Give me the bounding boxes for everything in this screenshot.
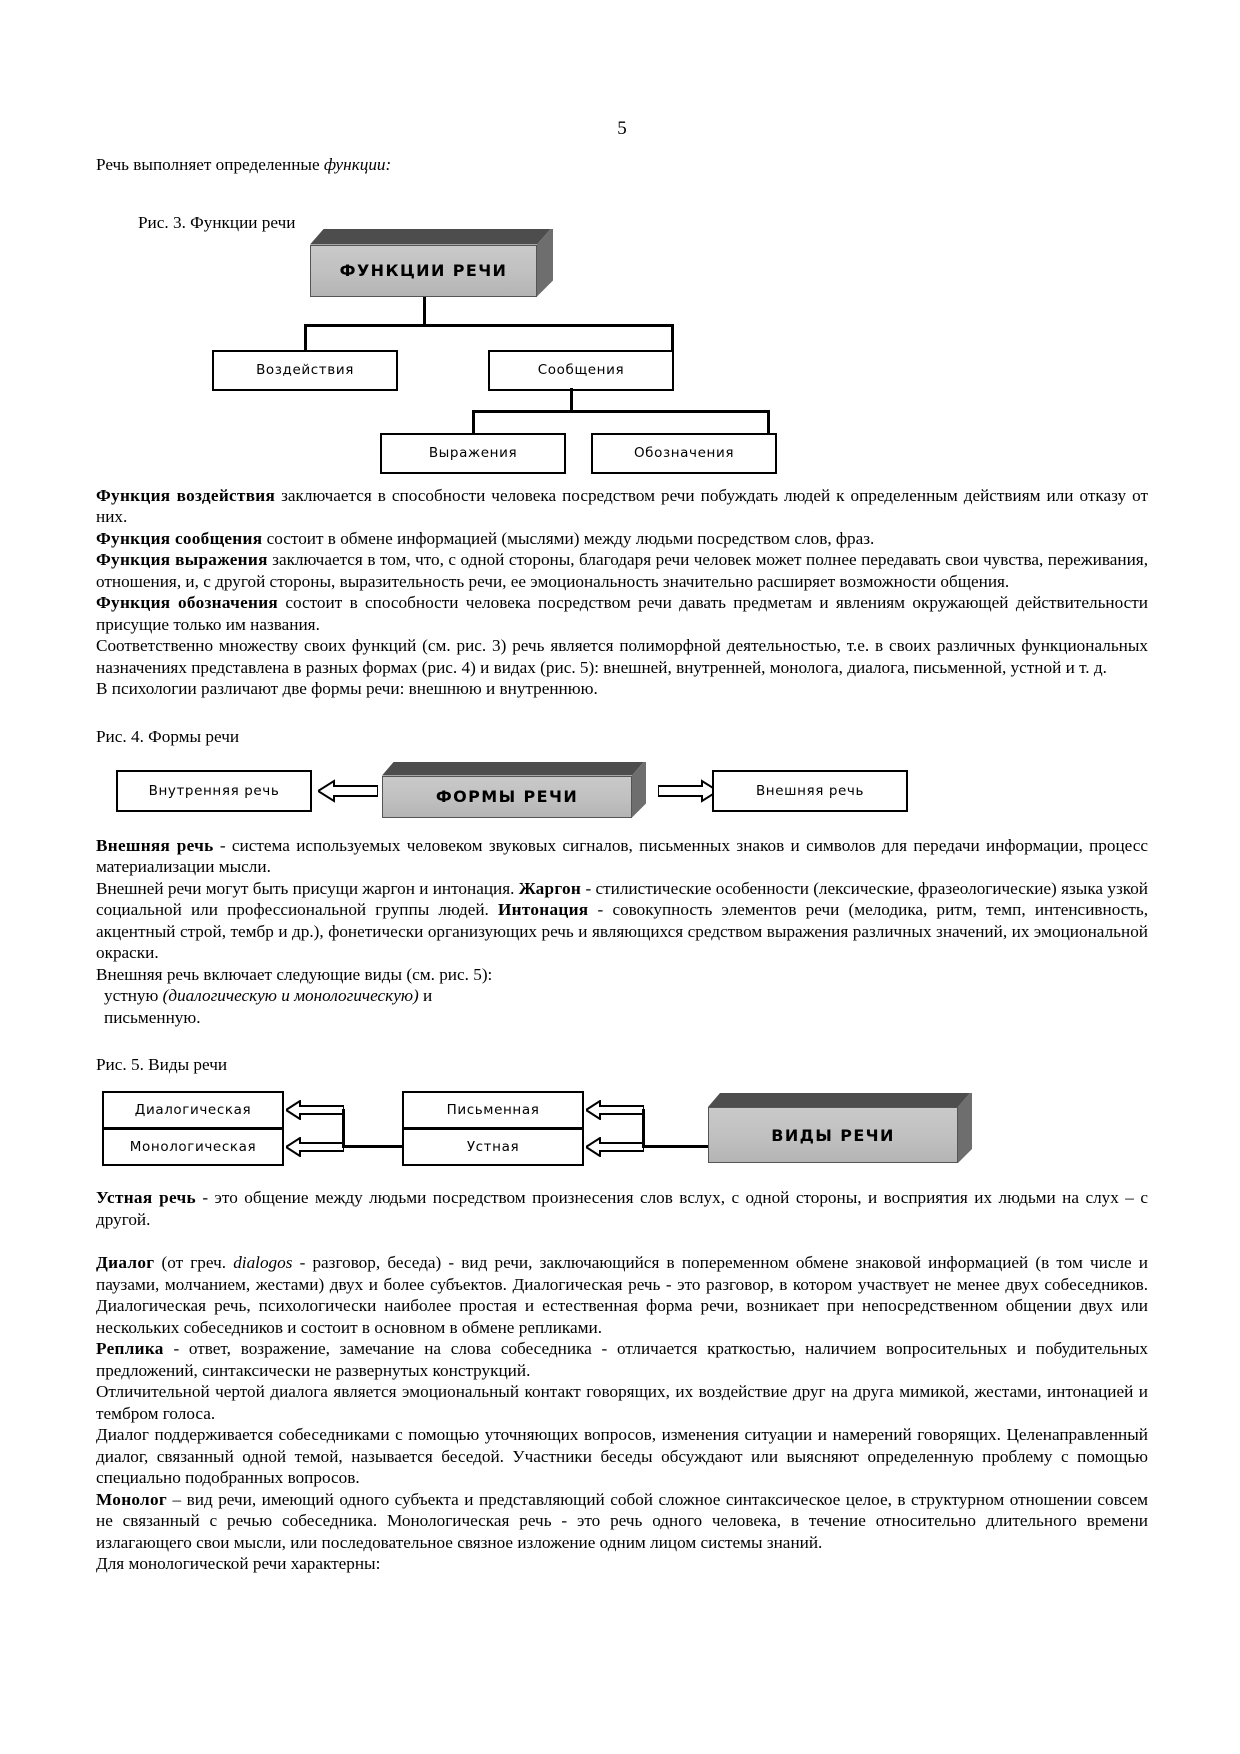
- p3-3-bold: Реплика: [96, 1339, 164, 1358]
- fig4-box-vnutrennyaya-label: Внутренняя речь: [148, 782, 280, 799]
- fig5-box-monologicheskaya: [102, 1128, 284, 1166]
- list-ustnuyu-plain: устную: [104, 986, 163, 1005]
- fig5-root-top-face: [708, 1093, 970, 1107]
- fig4-box-vneshnyaya-label: Внешняя речь: [755, 782, 865, 799]
- fig3-root-top-face: [310, 229, 551, 245]
- fig3-box-oboznacheniya: [591, 433, 777, 474]
- p3-bold: Функция выражения: [96, 550, 268, 569]
- fig3-box-soobshcheniya: [488, 350, 674, 391]
- figure5-diagram: [96, 1083, 1148, 1179]
- fig5-arrow-to-monologicheskaya: [286, 1137, 344, 1157]
- p3-rest: заключается в том, что, с одной стороны, благодаря речи человек может полнее передавать свои чувства, переживания, отношения, и, с другой стороны, выразительность речи, ее эмоциональность значительно расширяет возможности общения.: [96, 550, 1148, 591]
- p3-6-bold: Монолог: [96, 1489, 168, 1509]
- fig5-bus-horizontal-left: [342, 1145, 404, 1148]
- p3-1-rest: - это общение между людьми посредством произнесения слов вслух, с одной стороны, и восприятия их людьми на слух – с другой.: [96, 1188, 1148, 1229]
- page-content: [96, 118, 1148, 1575]
- fig4-root-top-face: [382, 762, 644, 776]
- fig3-box-oboznacheniya-label: Обозначения: [633, 445, 735, 461]
- fig3-box-vyrazheniya-label: Выражения: [428, 445, 518, 461]
- paragraph-ustnaya-rech: [96, 1187, 1148, 1230]
- list-ustnuyu-tail: и: [418, 986, 433, 1005]
- p2-2-c: - стилистические особенности (лексические, фразеологические) языка узкой социальной или профессиональной группы людей.: [96, 878, 1148, 919]
- p3-2-bold: Диалог: [96, 1253, 155, 1272]
- fig5-root-front-face: [708, 1107, 958, 1163]
- fig4-root-label: ФОРМЫ РЕЧИ: [435, 787, 579, 806]
- paragraph-replika: [96, 1338, 1148, 1381]
- fig5-box-ustnaya-label: Устная: [466, 1139, 520, 1155]
- p4-bold: Функция обозначения: [96, 593, 279, 612]
- paragraph-dialog-podderzhivaetsya: Диалог поддерживается собеседниками с помощью уточняющих вопросов, изменения ситуации и намерений говорящих. Целенаправленный диалог, связанный одной темой, называется беседой. Участники беседы обсуждают или выясняют определенную проблему с помощью специально подобранных вопросов.: [96, 1425, 1148, 1487]
- paragraph-zhargon-intonaciya: [96, 878, 1148, 964]
- p3-1-bold: Устная речь: [96, 1188, 196, 1207]
- paragraph-dve-formy: В психологии различают две формы речи: внешнюю и внутреннюю.: [96, 679, 598, 698]
- list-ustnuyu-italic: (диалогическую и монологическую): [162, 986, 419, 1005]
- fig3-box-vyrazheniya: [380, 433, 566, 474]
- paragraph-otlichitelnoy-chertoy: Отличительной чертой диалога является эмоциональный контакт говорящих, их воздействие друг на друга мимикой, жестами, интонацией и тембром голоса.: [96, 1382, 1148, 1423]
- paragraph-funkciya-vozdeystviya: [96, 485, 1148, 528]
- fig4-box-vneshnyaya: [712, 770, 908, 812]
- fig4-arrow-right: [658, 779, 718, 803]
- paragraph-funkciya-soobshcheniya: [96, 528, 1148, 550]
- fig3-box-vozdeystviya: [212, 350, 398, 391]
- paragraph-vneshnyaya-rech: [96, 835, 1148, 878]
- fig5-arrow-to-pismennaya: [586, 1100, 644, 1120]
- fig3-connector-down-left: [304, 324, 307, 351]
- p2-2-e: - совокупность элементов речи (мелодика, ритм, темп, интенсивность, акцентный строй, тембр и др.), фонетически организующих речь и являющихся средством выражения различных значений, их эмоциональной окраски.: [96, 900, 1148, 962]
- fig5-bus-vertical-left: [342, 1109, 345, 1147]
- p3-2-rest: - разговор, беседа) - вид речи, заключающийся в попеременном обмене знаковой информацией (в том числе и паузами, молчанием, жестами) двух и более субъектов. Диалогическая речь - это разговор, в котором участвует не менее двух собеседников. Диалогическая речь, психологически наиболее простая и естественная форма речи, возникает при непосредственном общении двух или нескольких собеседников и состоит в основном в обмене репликами.: [96, 1253, 1149, 1337]
- figure3-caption: Рис. 3. Функции речи: [138, 212, 296, 232]
- fig5-bus-vertical-middle: [642, 1109, 645, 1147]
- p2-1-bold: Внешняя речь: [96, 835, 214, 855]
- fig4-arrow-left: [318, 779, 378, 803]
- paragraph-funkciya-oboznacheniya: [96, 592, 1148, 635]
- fig3-connector-vertical-2: [570, 388, 573, 412]
- fig5-box-pismennaya: [402, 1091, 584, 1129]
- figure4-caption: Рис. 4. Формы речи: [96, 726, 240, 746]
- list-item-pismennuyu: письменную.: [104, 1007, 201, 1027]
- fig5-box-pismennaya-label: Письменная: [446, 1102, 540, 1118]
- p1-bold: Функция воздействия: [96, 485, 276, 505]
- intro-line: [96, 154, 1148, 176]
- p2-2-bold-zhargon: Жаргон: [518, 878, 582, 898]
- fig3-connector-horizontal-2: [472, 410, 770, 413]
- paragraph-monolog: [96, 1489, 1148, 1554]
- p2-bold: Функция сообщения: [96, 528, 263, 548]
- fig4-root-front-face: [382, 776, 632, 818]
- fig3-root-label: ФУНКЦИИ РЕЧИ: [339, 261, 508, 280]
- fig5-bus-horizontal-middle: [642, 1145, 710, 1148]
- fig3-connector-down-left-2: [472, 410, 475, 434]
- fig3-box-soobshcheniya-label: Сообщения: [537, 362, 625, 378]
- fig5-box-ustnaya: [402, 1128, 584, 1166]
- fig4-box-vnutrennyaya: [116, 770, 312, 812]
- p2-1-rest: - система используемых человеком звуковых сигналов, письменных знаков и символов для передачи информации, процесс материализации мысли.: [96, 835, 1148, 876]
- fig3-root-block: [310, 229, 566, 297]
- p2-rest: состоит в обмене информацией (мыслями) между людьми посредством слов, фраз.: [262, 528, 875, 548]
- fig5-arrow-to-ustnaya: [586, 1137, 644, 1157]
- intro-italic: функции:: [323, 155, 392, 174]
- paragraph-dlya-monologicheskoy: Для монологической речи характерны:: [96, 1554, 381, 1573]
- list-item-ustnuyu: [96, 985, 1148, 1007]
- figure4-diagram: [96, 757, 1148, 829]
- intro-text: Речь выполняет определенные: [96, 155, 324, 174]
- p4-rest: состоит в способности человека посредством речи давать предметам и явлениям окружающей действительности присущие только им названия.: [96, 593, 1148, 634]
- figure3-diagram: [96, 211, 1148, 461]
- paragraph-polimorfnaya: Соответственно множеству своих функций (см. рис. 3) речь является полиморфной деятельностью, т.е. в своих различных функциональных назначениях представлена в разных формах (рис. 4) и видах (рис. 5): внешней, внутренней, монолога, диалога, письменной, устной и т. д.: [96, 636, 1148, 677]
- p3-3-rest: - ответ, возражение, замечание на слова собеседника - отличается краткостью, наличием вопросительных и побудительных предложений, синтаксически не развернутых конструкций.: [96, 1339, 1148, 1380]
- paragraph-vidy-list-intro: Внешняя речь включает следующие виды (см. рис. 5):: [96, 964, 493, 984]
- fig3-root-front-face: [310, 245, 537, 297]
- fig5-root-label: ВИДЫ РЕЧИ: [771, 1125, 895, 1145]
- p3-6-rest: – вид речи, имеющий одного субъекта и представляющий собой сложное синтаксическое целое, в структурном отношении совсем не связанный с речью собеседника. Монологическая речь - это речь одного человека, в течение относительно длительного времени излагающего свои мысли, или последовательное связное изложение одним лицом системы знаний.: [96, 1489, 1148, 1552]
- page-number: 5: [617, 118, 627, 139]
- fig5-arrow-to-dialogicheskaya: [286, 1100, 344, 1120]
- p3-2-italic: dialogos: [233, 1253, 293, 1272]
- fig5-root-block: [708, 1093, 982, 1163]
- p1-rest: заключается в способности человека посредством речи побуждать людей к определенным действиям или отказу от них.: [96, 485, 1148, 526]
- p3-2-a: (от греч.: [154, 1253, 234, 1272]
- figure5-caption: Рис. 5. Виды речи: [96, 1055, 228, 1074]
- fig5-box-dialogicheskaya: [102, 1091, 284, 1129]
- fig5-box-monologicheskaya-label: Монологическая: [129, 1139, 257, 1155]
- paragraph-dialog: [96, 1252, 1148, 1338]
- p2-2-bold-intonaciya: Интонация: [498, 900, 589, 919]
- fig4-root-block: [382, 762, 656, 818]
- fig3-connector-down-right: [671, 324, 674, 351]
- fig3-connector-down-right-2: [767, 410, 770, 434]
- fig5-box-dialogicheskaya-label: Диалогическая: [134, 1102, 252, 1118]
- p2-2-a: Внешней речи могут быть присущи жаргон и интонация.: [96, 878, 519, 898]
- fig3-connector-horizontal-1: [304, 324, 674, 327]
- fig3-box-vozdeystviya-label: Воздействия: [256, 362, 354, 378]
- paragraph-funkciya-vyrazheniya: [96, 549, 1148, 592]
